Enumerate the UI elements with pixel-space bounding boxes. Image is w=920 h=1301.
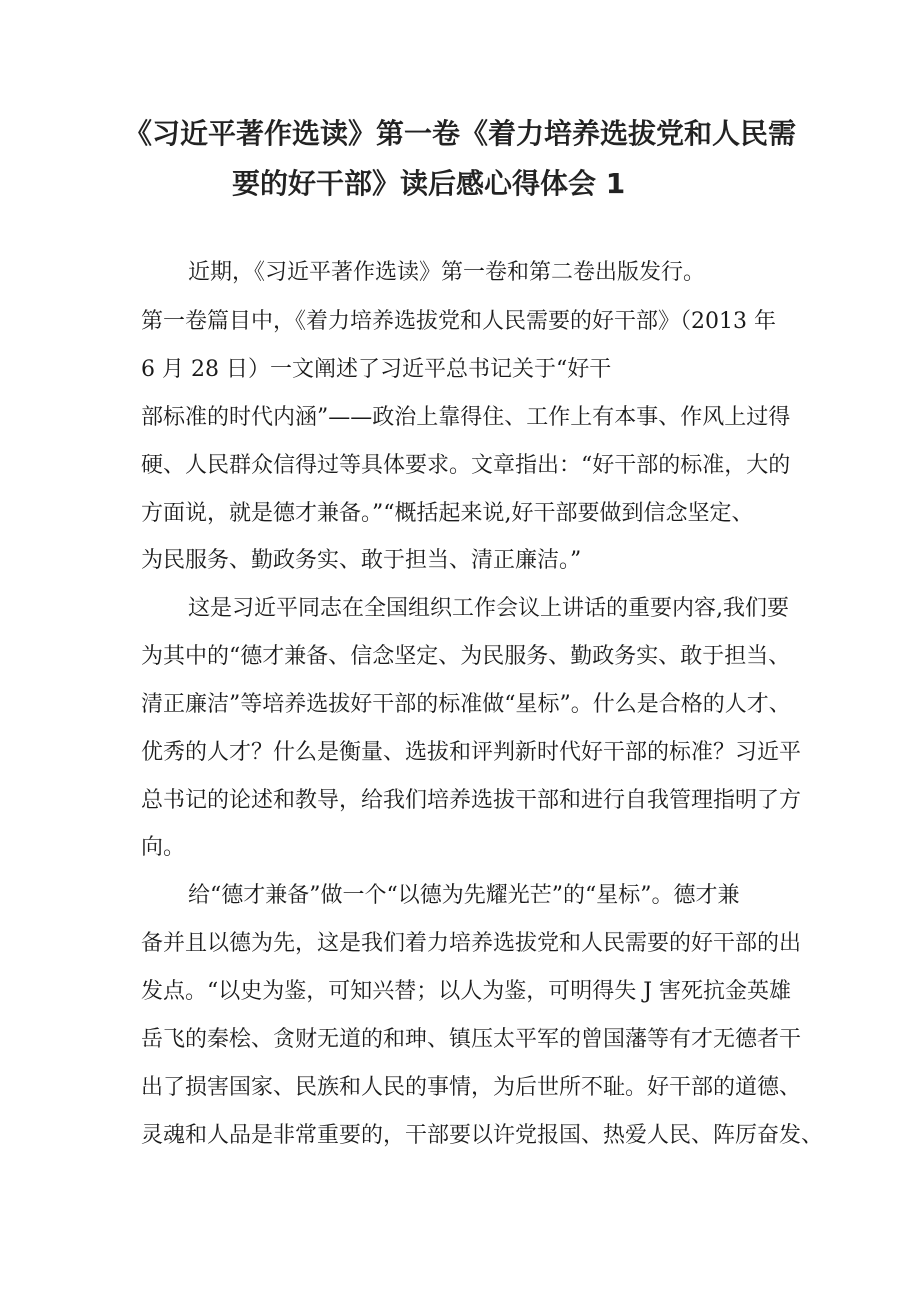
paragraph-2-line-1: 这是习近平同志在全国组织工作会议上讲话的重要内容,我们要 — [188, 596, 789, 621]
paragraph-1-line-4: 部标准的时代内涵”——政治上靠得住、工作上有本事、作风上过得 — [141, 405, 791, 430]
paragraph-3-line-1: 给“德才兼备”做一个“以德为先耀光芒”的“星标”。德才兼 — [188, 883, 740, 908]
paragraph-2-line-5: 总书记的论述和教导，给我们培养选拔干部和进行自我管理指明了方 — [141, 788, 802, 813]
paragraph-3-line-4: 岳飞的秦桧、贪财无道的和珅、镇压太平军的曾国藩等有才无德者干 — [141, 1027, 802, 1052]
paragraph-1-line-2: 第一卷篇目中，《着力培养选拔党和人民需要的好干部》（2013 年 — [141, 309, 776, 334]
paragraph-3-line-6: 灵魂和人品是非常重要的，干部要以许党报国、热爱人民、阵厉奋发、 — [141, 1123, 824, 1148]
paragraph-2-line-6: 向。 — [141, 835, 186, 860]
paragraph-1-line-5: 硬、人民群众信得过等具体要求。文章指出：“好干部的标准，大的 — [141, 453, 791, 478]
paragraph-3-line-2: 备并且以德为先，这是我们着力培养选拔党和人民需要的好干部的出 — [141, 931, 802, 956]
paragraph-1-line-1: 近期，《习近平著作选读》第一卷和第二卷出版发行。 — [188, 260, 706, 285]
document-title-line-1: 《习近平著作选读》第一卷《着力培养选拔党和人民需 — [123, 117, 796, 150]
paragraph-3-line-5: 出了损害国家、民族和人民的事情，为后世所不耻。好干部的道德、 — [141, 1075, 802, 1100]
paragraph-1-line-6: 方面说，就是德才兼备。”“概括起来说,好干部要做到信念坚定、 — [141, 501, 754, 526]
paragraph-2-line-2: 为其中的“德才兼备、信念坚定、为民服务、勤政务实、敢于担当、 — [141, 644, 791, 669]
paragraph-3-line-3: 发点。“以史为鉴，可知兴替；以人为鉴，可明得失 J 害死抗金英雄 — [141, 979, 792, 1004]
paragraph-2-line-3: 清正廉洁”等培养选拔好干部的标准做“星标”。什么是合格的人才、 — [141, 692, 791, 717]
document-title-line-2: 要的好干部》读后感心得体会 1 — [232, 167, 626, 200]
paragraph-1-line-3: 6 月 28 日）一文阐述了习近平总书记关于“好干 — [141, 357, 612, 382]
paragraph-1-line-7: 为民服务、勤政务实、敢于担当、清正廉洁。” — [141, 548, 582, 573]
paragraph-2-line-4: 优秀的人才？什么是衡量、选拔和评判新时代好干部的标准？习近平 — [141, 740, 802, 765]
